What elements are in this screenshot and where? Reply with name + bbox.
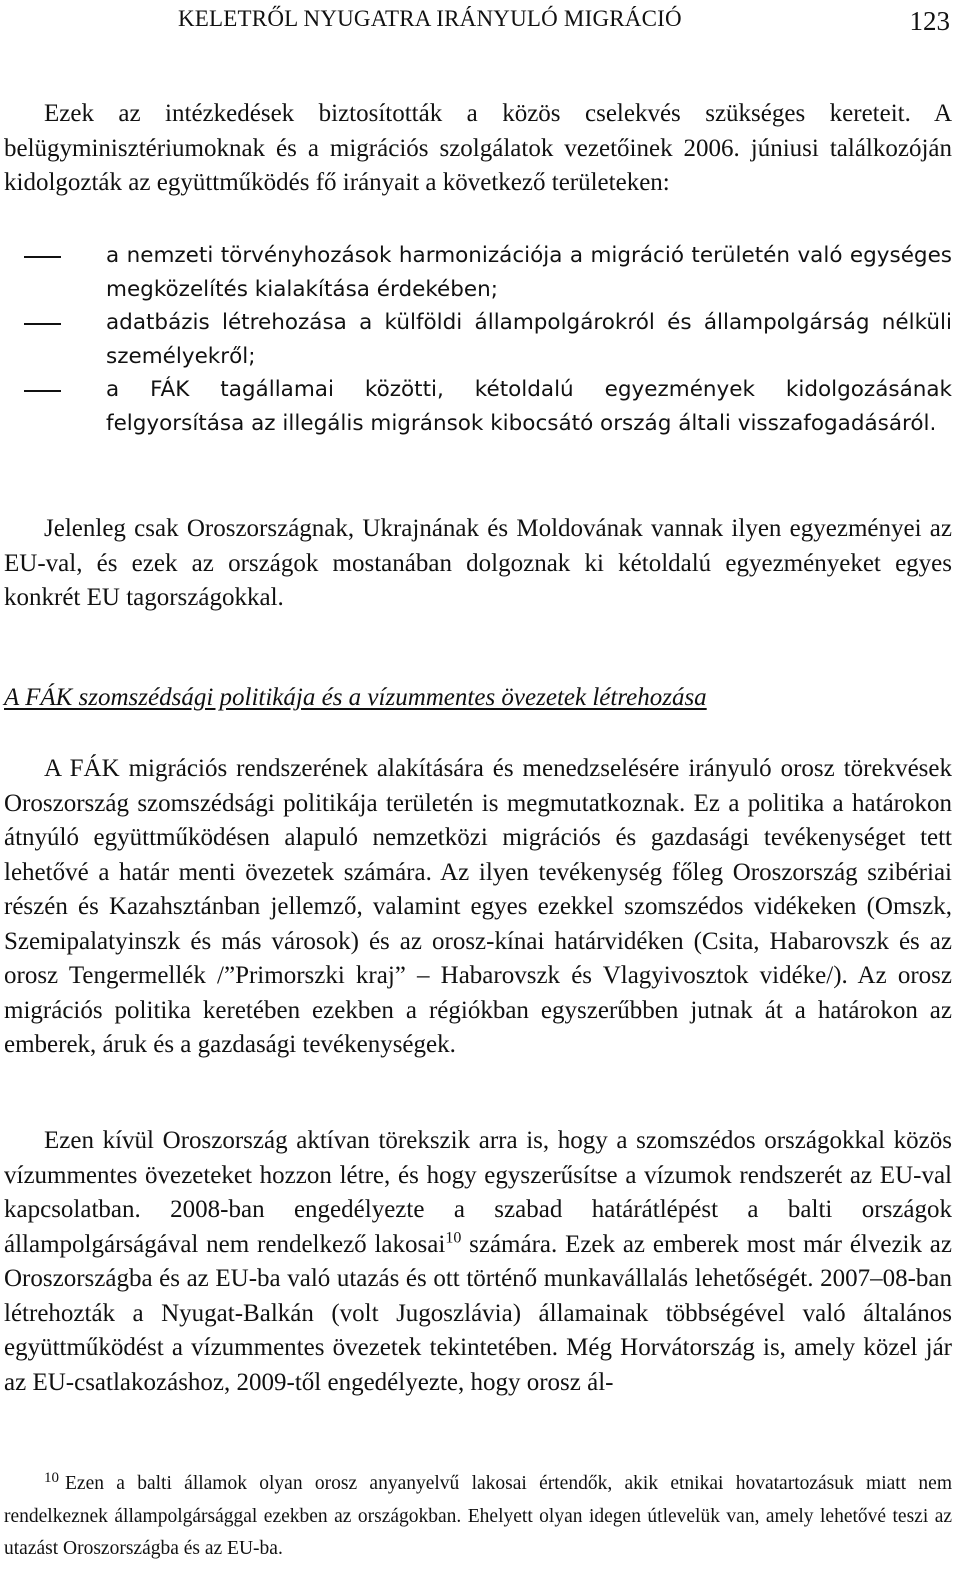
- visa-free-text-2: számára. Ezek az emberek most már élvezik az Oroszországba és az EU-ba való utazás és ott történő munkavállalás lehetőségét. 2007–08-ban létrehozták a Nyugat-Balkán (volt Jugoszlávia) államainak többségével való általános együttműködést a vízummentes övezetek tekintetében. Még Horvátország is, amely közel jár az EU-csatlakozáshoz, 2009-től engedélyezte, hogy orosz ál-: [4, 1230, 953, 1396]
- running-header: KELETRŐL NYUGATRA IRÁNYULÓ MIGRÁCIÓ: [178, 6, 682, 31]
- footnote-reference[interactable]: 10: [445, 1229, 462, 1247]
- footnote: [4, 1468, 952, 1566]
- dash-bullet-icon: [24, 256, 61, 258]
- dash-bullet-icon: [24, 323, 61, 325]
- list-item: [0, 373, 952, 440]
- list-item-text: adatbázis létrehozása a külföldi állampolgárokról és állampolgárság nélküli személyekről;: [106, 310, 952, 369]
- neighbourhood-paragraph: A FÁK migrációs rendszerének alakítására és menedzselésére irányuló orosz törekvések Oroszország szomszédsági politikája területén is megmutatkoznak. Ez a politika a határokon átnyúló együttműködésen alapuló nemzetközi migrációs és gazdasági tevékenységet tett lehetővé a határ menti övezetek számára. Az ilyen tevékenység főleg Oroszország szibériai részén és Kazahsztánban jellemző, valamint egyes ezekkel szomszédos vidékeken (Omszk, Szemipalatyinszk és más városok) és az orosz-kínai határvidéken (Csita, Habarovszk és az orosz Tengermellék /”Primorszki kraj” – Habarovszk és Vlagyivosztok vidéke/). Az orosz migrációs politika keretében ezekben a régiókban egyszerűbben jutnak át a határokon az emberek, áruk és a gazdasági tevékenységek.: [4, 755, 952, 1058]
- footnote-text: Ezen a balti államok olyan orosz anyanyelvű lakosai értendők, akik etnikai hovatartozásuk miatt nem rendelkeznek állampolgársággal ezekben az országokban. Ehelyett olyan idegen útlevelük van, amely lehetővé teszi az utazást Oroszországba és az EU-ba.: [4, 1473, 952, 1559]
- agreements-paragraph: Jelenleg csak Oroszországnak, Ukrajnának és Moldovának vannak ilyen egyezményei az EU-val, és ezek az országok mostanában dolgoznak ki kétoldalú egyezményeket egyes konkrét EU tagországokkal.: [4, 515, 952, 611]
- dash-bullet-icon: [24, 390, 61, 392]
- page-number: 123: [909, 6, 950, 36]
- visa-free-paragraph: [4, 1124, 952, 1400]
- visa-free-text-1: Ezen kívül Oroszország aktívan törekszik arra is, hogy a szomszédos országokkal közös vízummentes övezeteket hozzon létre, és hogy egyszerűsítse a vízumok rendszerét az EU-val kapcsolatban. 2008-ban engedélyezte a szabad határátlépést a balti országok állampolgárságával nem rendelkező lakosai: [4, 1127, 952, 1258]
- list-item: [0, 306, 952, 373]
- section-title: A FÁK szomszédsági politikája és a vízummentes övezetek létrehozása: [4, 684, 707, 711]
- list-item-text: a nemzeti törvényhozások harmonizációja a migráció területén való egységes megközelítés kialakítása érdekében;: [106, 243, 952, 302]
- intro-paragraph: Ezek az intézkedések biztosították a közös cselekvés szükséges kereteit. A belügyminisztériumoknak és a migrációs szolgálatok vezetőinek 2006. júniusi találkozóján kidolgozták az együttműködés fő irányait a következő területeken:: [4, 100, 952, 196]
- list-item: [0, 239, 952, 306]
- cooperation-list: [0, 239, 952, 440]
- list-item-text: a FÁK tagállamai közötti, kétoldalú egyezmények kidolgozásának felgyorsítása az illegális migránsok kibocsátó ország általi visszafogadásáról.: [106, 377, 952, 436]
- footnote-number: 10: [44, 1469, 59, 1486]
